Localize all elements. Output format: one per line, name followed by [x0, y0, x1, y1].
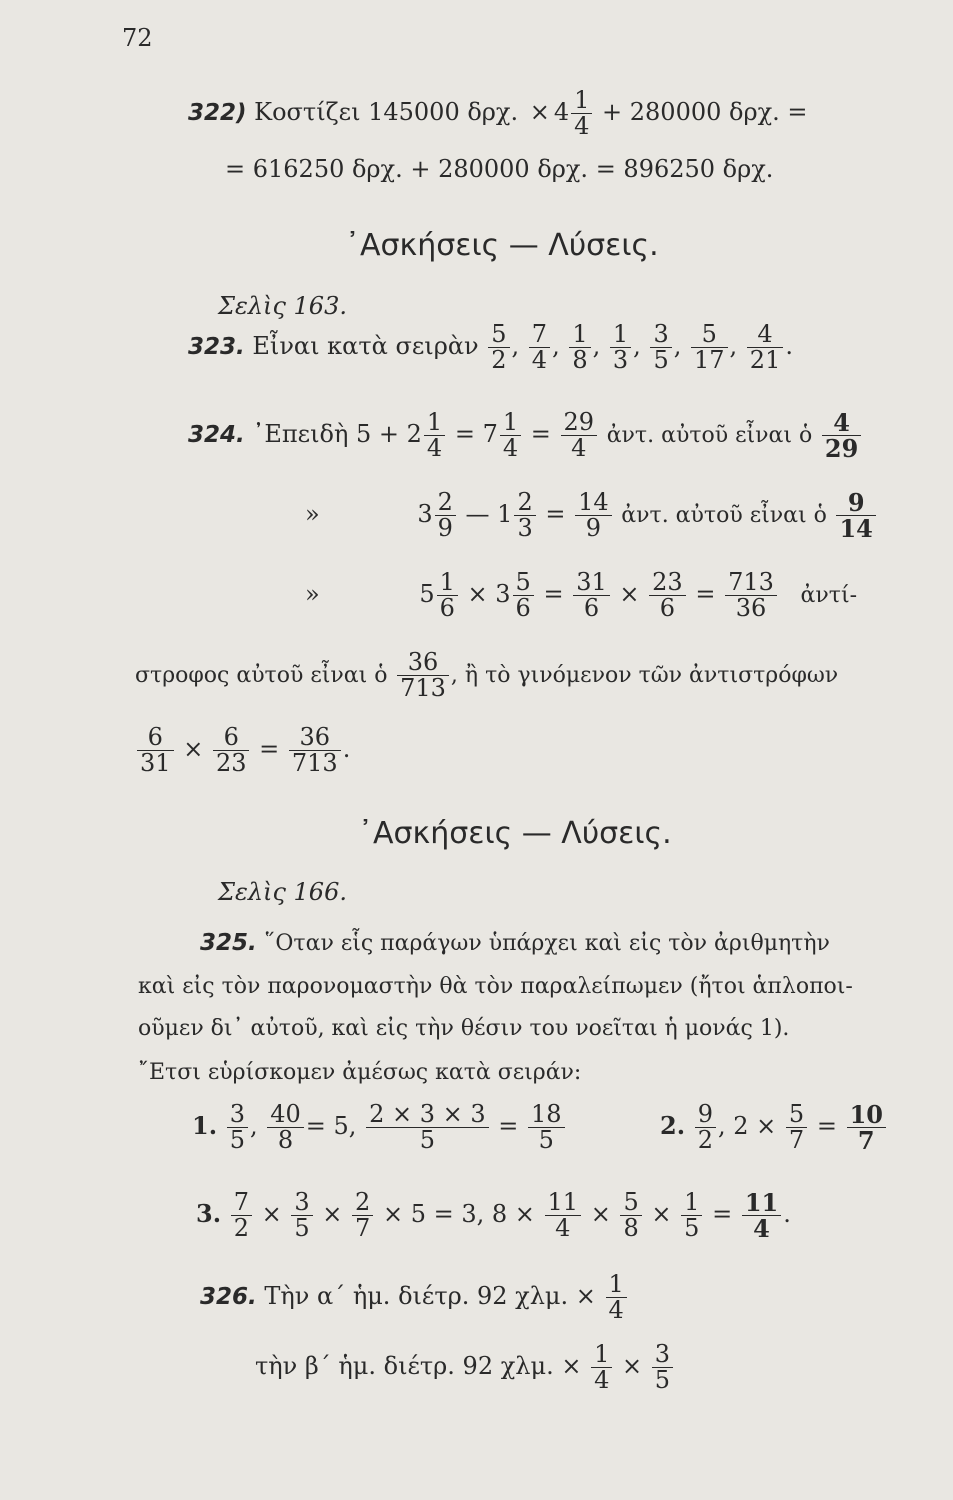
- fraction: [267, 1102, 304, 1153]
- ditto-mark: »: [305, 500, 320, 529]
- text: Εἶναι κατὰ σειρὰν: [252, 332, 479, 361]
- denominator: 4: [531, 346, 548, 375]
- reciprocal-fraction: [836, 488, 875, 544]
- numerator: 1: [424, 410, 445, 436]
- denominator: 8: [572, 346, 588, 375]
- problem-325-line1: [200, 928, 830, 956]
- term: 3: [417, 500, 433, 529]
- denominator: 6: [439, 594, 455, 623]
- problem-323: [188, 322, 793, 373]
- denominator: 4: [571, 434, 587, 463]
- problem-324-line3: [305, 570, 857, 621]
- denominator: 5: [538, 1126, 554, 1155]
- text: ἀντ. αὐτοῦ εἶναι ὁ: [606, 423, 813, 449]
- times-sign: ×: [529, 98, 550, 127]
- denominator: 36: [735, 594, 767, 623]
- numerator: 713: [725, 570, 777, 596]
- term: = 5,: [305, 1112, 357, 1141]
- problem-324-line2: [305, 488, 878, 544]
- denominator: 7: [355, 1214, 371, 1243]
- numerator: 14: [575, 490, 612, 516]
- fraction: [528, 1102, 565, 1153]
- numerator: 1: [606, 1272, 627, 1298]
- denominator: 5: [684, 1214, 700, 1243]
- problem-325-example-2: [660, 1100, 888, 1156]
- numerator: 1: [681, 1190, 702, 1216]
- numerator: 3: [291, 1190, 312, 1216]
- denominator: 9: [437, 514, 453, 543]
- numerator: 5: [691, 322, 728, 348]
- denominator: 29: [824, 434, 859, 464]
- fraction: [571, 88, 592, 139]
- term: 5: [419, 580, 435, 609]
- numerator: 1: [500, 410, 521, 436]
- numerator: 11: [545, 1190, 582, 1216]
- fraction: [561, 410, 598, 461]
- problem-326-line2: [255, 1342, 675, 1393]
- equals: =: [259, 735, 280, 764]
- denominator: 2: [491, 346, 507, 375]
- fraction: [213, 725, 250, 776]
- fraction: [591, 1342, 612, 1393]
- text: + 280000 δρχ. =: [602, 98, 808, 127]
- term: 5 + 2: [356, 420, 422, 449]
- fraction: [569, 322, 590, 373]
- equals: =: [695, 580, 716, 609]
- times-sign: ×: [590, 1200, 611, 1229]
- numerator: 1: [437, 570, 458, 596]
- fraction: [575, 490, 612, 541]
- numerator: 29: [561, 410, 598, 436]
- problem-label: 323.: [188, 334, 245, 361]
- times-sign: ×: [619, 580, 640, 609]
- fraction: [652, 1342, 673, 1393]
- numerator: 6: [213, 725, 250, 751]
- ditto-mark: »: [305, 580, 320, 609]
- denominator: 31: [140, 749, 171, 778]
- numerator: 4: [822, 410, 861, 436]
- text: τὴν β΄ ἡμ. διέτρ. 92 χλμ. ×: [255, 1352, 582, 1381]
- fraction: [435, 490, 456, 541]
- problem-325-line2: καὶ εἰς τὸν παρονομαστὴν θὰ τὸν παραλείπωμεν (ἤτοι ἁπλοποι-: [138, 974, 853, 999]
- fraction: [786, 1102, 807, 1153]
- term: — 1: [465, 500, 513, 529]
- denominator: 17: [693, 346, 725, 375]
- denominator: 5: [229, 1126, 245, 1155]
- term: × 3: [467, 580, 511, 609]
- numerator: 7: [231, 1190, 252, 1216]
- denominator: 5: [653, 346, 669, 375]
- period: .: [342, 735, 351, 764]
- denominator: 3: [517, 514, 533, 543]
- times-sign: ×: [322, 1200, 343, 1229]
- page-number: 72: [122, 24, 153, 52]
- numerator: 7: [529, 322, 550, 348]
- numerator: 5: [620, 1190, 641, 1216]
- denominator: 2: [697, 1126, 713, 1155]
- fraction: [681, 1190, 702, 1241]
- denominator: 4: [574, 112, 590, 141]
- denominator: 3: [612, 346, 629, 375]
- fraction: [573, 570, 610, 621]
- times-sign: ×: [622, 1352, 643, 1381]
- numerator: 6: [137, 725, 174, 751]
- fraction: [725, 570, 777, 621]
- fraction: [289, 725, 341, 776]
- denominator: 8: [277, 1126, 294, 1155]
- numerator: 2: [514, 490, 535, 516]
- problem-label: 326.: [200, 1284, 257, 1311]
- fraction: [742, 1188, 781, 1244]
- denominator: 4: [555, 1214, 571, 1243]
- problem-325-example-3: [196, 1188, 791, 1244]
- denominator: 9: [585, 514, 602, 543]
- fraction: [747, 322, 784, 373]
- page-reference: Σελὶς 166.: [218, 878, 347, 906]
- denominator: 5: [419, 1126, 435, 1155]
- equals: =: [498, 1112, 519, 1141]
- numerator: 11: [742, 1190, 781, 1216]
- numerator: 1: [591, 1342, 612, 1368]
- numerator: 5: [513, 570, 534, 596]
- fraction: [397, 650, 449, 701]
- denominator: 21: [749, 346, 781, 375]
- denominator: 713: [291, 749, 338, 778]
- denominator: 6: [515, 594, 531, 623]
- term: , 2 ×: [717, 1112, 777, 1141]
- fraction: [227, 1102, 248, 1153]
- numerator: 36: [397, 650, 449, 676]
- numerator: 9: [695, 1102, 716, 1128]
- denominator: 7: [857, 1126, 875, 1156]
- numerator: 31: [573, 570, 610, 596]
- denominator: 8: [623, 1214, 639, 1243]
- whole: 4: [553, 98, 570, 127]
- fraction: [529, 322, 550, 373]
- problem-label: 325.: [200, 930, 257, 956]
- numerator: 5: [786, 1102, 807, 1128]
- problem-324-continuation: [135, 650, 838, 701]
- equals: =: [712, 1200, 733, 1229]
- text: Κοστίζει 145000 δρχ.: [254, 98, 519, 127]
- problem-325-line3: οῦμεν δι᾿ αὐτοῦ, καὶ εἰς τὴν θέσιν του νοεῖται ἡ μονάς 1).: [138, 1016, 790, 1041]
- term: = 7: [454, 420, 498, 449]
- denominator: 6: [659, 594, 676, 623]
- fraction: [500, 410, 521, 461]
- example-label: 3.: [196, 1199, 222, 1229]
- problem-325-example-1: 1. $\frac{3}{5}$ , $\frac{40}{8}$ = 5, $\frac{2 \times 3 \times 3}{5}$ = $\frac{18}{5}$: [192, 1102, 567, 1153]
- text: ἀντ. αὐτοῦ εἶναι ὁ: [621, 503, 827, 529]
- fraction-list: $\frac{5}{2}$ , $\frac{7}{4}$ , $\frac{1}{8}$ , $\frac{1}{3}$ , $\frac{3}{5}$ , $\frac{5}{17}$ , $\frac{4}{21}$ .: [486, 332, 793, 360]
- numerator: 1: [610, 322, 631, 348]
- hyphenated-word: ἀντί-: [800, 583, 858, 609]
- fraction: [437, 570, 458, 621]
- numerator: 3: [652, 1342, 673, 1368]
- numerator: 1: [569, 322, 590, 348]
- problem-324-product: [135, 725, 350, 776]
- denominator: 4: [502, 434, 519, 463]
- problem-326-line1: [200, 1272, 629, 1323]
- fraction: [231, 1190, 252, 1241]
- text: ῞Οταν εἷς παράγων ὑπάρχει καὶ εἰς τὸν ἀριθμητὴν: [264, 931, 830, 956]
- text: ᾿Επειδὴ: [252, 420, 349, 449]
- denominator: 6: [583, 594, 600, 623]
- page-reference: Σελὶς 163.: [218, 292, 347, 320]
- denominator: 4: [608, 1296, 624, 1325]
- times-sign: ×: [183, 735, 204, 764]
- section-heading: ᾿Ασκήσεις — Λύσεις.: [358, 816, 672, 851]
- problem-324-line1: [188, 408, 863, 464]
- denominator: 4: [753, 1214, 770, 1244]
- term: × 5 = 3, 8 ×: [382, 1200, 535, 1229]
- text: Τὴν α΄ ἡμ. διέτρ. 92 χλμ. ×: [264, 1282, 596, 1311]
- denominator: 713: [400, 674, 446, 703]
- section-heading: ᾿Ασκήσεις — Λύσεις.: [345, 228, 659, 263]
- text: , ἢ τὸ γινόμενον τῶν ἀντιστρόφων: [450, 663, 839, 689]
- equals: =: [545, 500, 566, 529]
- fraction: [691, 322, 728, 373]
- problem-325-line4: ῎Ετσι εὑρίσκομεν ἀμέσως κατὰ σειράν:: [138, 1060, 582, 1085]
- denominator: 23: [215, 749, 247, 778]
- problem-label: 324.: [188, 422, 245, 449]
- example-label: 1.: [192, 1111, 218, 1141]
- fraction: [514, 490, 535, 541]
- numerator: 1: [571, 88, 592, 114]
- times-sign: ×: [261, 1200, 282, 1229]
- denominator: 5: [654, 1366, 671, 1395]
- fraction: [291, 1190, 312, 1241]
- fraction: [695, 1102, 716, 1153]
- problem-322-line1: [188, 88, 807, 139]
- fraction: [650, 322, 671, 373]
- equals: =: [543, 580, 564, 609]
- fraction: [606, 1272, 627, 1323]
- denominator: 4: [594, 1366, 610, 1395]
- problem-322-line2: = 616250 δρχ. + 280000 δρχ. = 896250 δρχ.: [225, 155, 774, 183]
- numerator: 9: [836, 490, 875, 516]
- equals: =: [530, 420, 551, 449]
- fraction: [513, 570, 534, 621]
- fraction: [488, 322, 509, 373]
- numerator: 18: [528, 1102, 565, 1128]
- problem-label: 322): [188, 100, 247, 127]
- fraction: [366, 1102, 489, 1153]
- numerator: 4: [747, 322, 784, 348]
- numerator: 2 × 3 × 3: [366, 1102, 489, 1128]
- numerator: 40: [267, 1102, 304, 1128]
- fraction: [620, 1190, 641, 1241]
- numerator: 5: [488, 322, 509, 348]
- period: .: [783, 1200, 791, 1229]
- numerator: 2: [352, 1190, 373, 1216]
- fraction: [545, 1190, 582, 1241]
- reciprocal-fraction: [822, 408, 861, 464]
- denominator: 5: [294, 1214, 310, 1243]
- text: στροφος αὐτοῦ εἶναι ὁ: [135, 663, 388, 689]
- denominator: 14: [839, 514, 873, 544]
- numerator: 10: [847, 1102, 886, 1128]
- fraction: [847, 1100, 886, 1156]
- numerator: 3: [650, 322, 671, 348]
- times-sign: ×: [651, 1200, 672, 1229]
- denominator: 4: [426, 434, 443, 463]
- numerator: 36: [289, 725, 341, 751]
- fraction: [610, 322, 631, 373]
- fraction: [352, 1190, 373, 1241]
- denominator: 2: [233, 1214, 249, 1243]
- numerator: 2: [435, 490, 456, 516]
- equals: =: [816, 1112, 837, 1141]
- numerator: 23: [649, 570, 686, 596]
- numerator: 3: [227, 1102, 248, 1128]
- fraction: [424, 410, 445, 461]
- example-label: 2.: [660, 1111, 686, 1141]
- fraction: [649, 570, 686, 621]
- denominator: 7: [788, 1126, 805, 1155]
- fraction: [137, 725, 174, 776]
